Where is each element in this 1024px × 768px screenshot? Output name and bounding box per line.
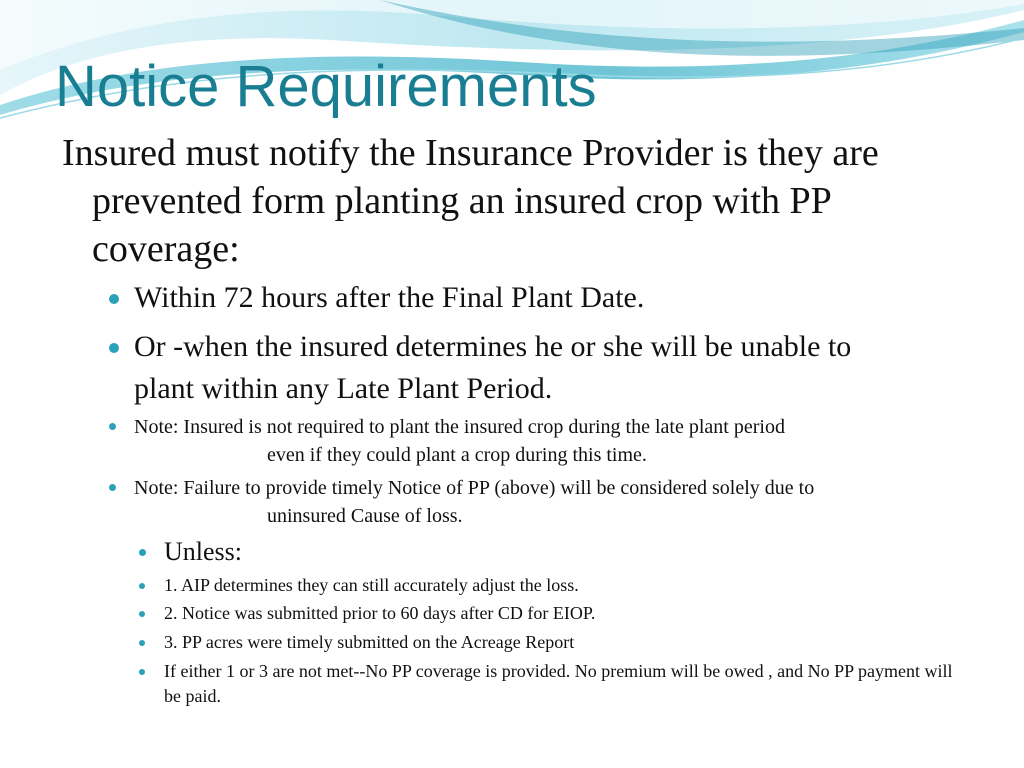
note-item [134, 413, 994, 469]
bullet-text: Within 72 hours after the Final Plant Date. [134, 281, 645, 314]
bullet-dot-icon [139, 549, 146, 556]
bullet-dot-icon [139, 611, 145, 617]
unless-heading [164, 535, 764, 569]
unless-text: Unless: [164, 537, 242, 566]
condition-item [164, 659, 964, 709]
note-text-continued: uninsured Cause of loss. [267, 505, 463, 527]
note-text-continued: even if they could plant a crop during this time. [267, 444, 647, 466]
condition-text: 3. PP acres were timely submitted on the Acreage Report [164, 632, 575, 652]
condition-text: 1. AIP determines they can still accurately adjust the loss. [164, 575, 579, 595]
condition-item [164, 573, 964, 598]
bullet-dot-icon [109, 294, 119, 304]
bullet-dot-icon [139, 669, 145, 675]
condition-text: 2. Notice was submitted prior to 60 days after CD for EIOP. [164, 603, 596, 623]
bullet-dot-icon [109, 343, 119, 353]
note-text: Note: Failure to provide timely Notice of PP (above) will be considered solely due to [134, 477, 815, 499]
bullet-item [134, 326, 914, 410]
condition-text: If either 1 or 3 are not met--No PP coverage is provided. No premium will be owed , and No PP payment will be paid. [164, 661, 953, 706]
condition-item [164, 601, 964, 626]
bullet-item [134, 277, 934, 319]
bullet-dot-icon [109, 423, 116, 430]
slide-title: Notice Requirements [55, 54, 597, 119]
note-text: Note: Insured is not required to plant the insured crop during the late plant period [134, 416, 785, 438]
bullet-dot-icon [109, 484, 116, 491]
bullet-dot-icon [139, 583, 145, 589]
note-item [134, 474, 1004, 530]
bullet-text: Or -when the insured determines he or she will be unable to plant within any Late Plant Period. [134, 330, 852, 405]
bullet-dot-icon [139, 640, 145, 646]
condition-item [164, 630, 964, 655]
intro-paragraph: Insured must notify the Insurance Provider is they are prevented form planting an insured crop with PP coverage: [62, 132, 879, 270]
